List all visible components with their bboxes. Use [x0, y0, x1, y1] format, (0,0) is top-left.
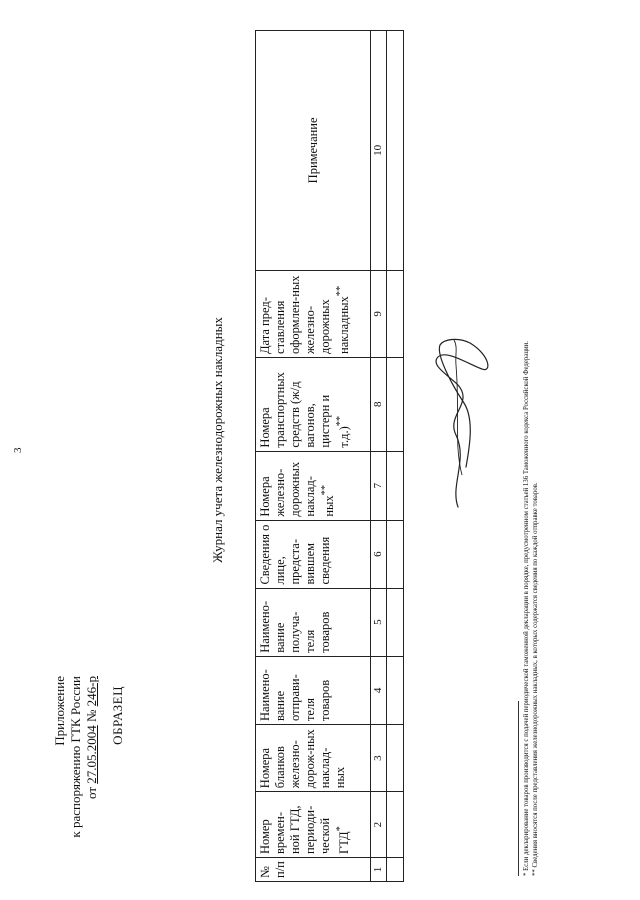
- header-col-3: Номера бланков железно-дорож-ных наклад-ных: [256, 725, 371, 792]
- footnotes: [522, 8, 540, 876]
- sample-label: ОБРАЗЕЦ: [110, 686, 125, 745]
- footnote-mark: **: [335, 285, 346, 297]
- header-col-8: Номера транспортных средств (ж/д вагонов, цистерн и т.д.)**: [256, 357, 371, 451]
- column-number: 4: [371, 656, 387, 724]
- header-col-6: Сведения о лице, предста-вившем сведения: [256, 520, 371, 588]
- column-number: 3: [371, 725, 387, 792]
- footnote-mark: **: [335, 415, 346, 427]
- footnote-1: * Если декларирование товаров производится с подачей периодической таможенной декларации в порядке, предусмотренном статьей 136 Таможенного кодекса Российской Федерации.: [523, 341, 530, 876]
- date-prefix: от: [84, 787, 99, 800]
- column-number: 9: [371, 270, 387, 357]
- footnote-divider: [518, 701, 519, 876]
- appendix-block: [52, 676, 100, 886]
- column-number: 7: [371, 451, 387, 520]
- column-number: 10: [371, 31, 387, 271]
- appendix-line-2: к распоряжению ГТК России: [68, 676, 83, 838]
- header-col-2: Номер времен-ной ГТД, периоди-ческой ГТД*: [256, 792, 371, 858]
- footnote-mark: *: [335, 826, 346, 832]
- footnote-mark: **: [320, 484, 331, 496]
- header-col-7: Номера железно-дорожных наклад-ных**: [256, 451, 371, 520]
- journal-table: [255, 30, 404, 882]
- column-number: 8: [371, 357, 387, 451]
- header-col-9: Дата пред-ставления оформлен-ных железно-дорожных накладных**: [256, 270, 371, 357]
- journal-title: Журнал учета железнодорожных накладных: [210, 317, 225, 563]
- header-col-4: Наимено-вание отправи-теля товаров: [256, 656, 371, 724]
- header-col-1: № п/п: [256, 858, 371, 882]
- header-col-10: Примечание: [256, 31, 371, 271]
- appendix-line-1: Приложение: [52, 676, 67, 746]
- footnote-2: ** Сведения вносятся после представления железнодорожных накладных, в которых содержатся сведения по каждой отправке товаров.: [532, 482, 539, 876]
- page-number: 3: [12, 447, 24, 453]
- order-number: 246-р: [84, 676, 99, 707]
- column-number: 5: [371, 588, 387, 656]
- order-date: 27.05.2004: [84, 725, 99, 784]
- column-number: 1: [371, 858, 387, 882]
- column-number: 6: [371, 520, 387, 588]
- column-number-row: [371, 31, 387, 882]
- number-prefix: №: [84, 709, 99, 722]
- handwritten-signature: [410, 325, 500, 515]
- column-number: 2: [371, 792, 387, 858]
- header-col-5: Наимено-вание получа-теля товаров: [256, 588, 371, 656]
- appendix-date-line: [84, 676, 100, 886]
- header-row: [256, 31, 371, 882]
- empty-row: [387, 31, 404, 882]
